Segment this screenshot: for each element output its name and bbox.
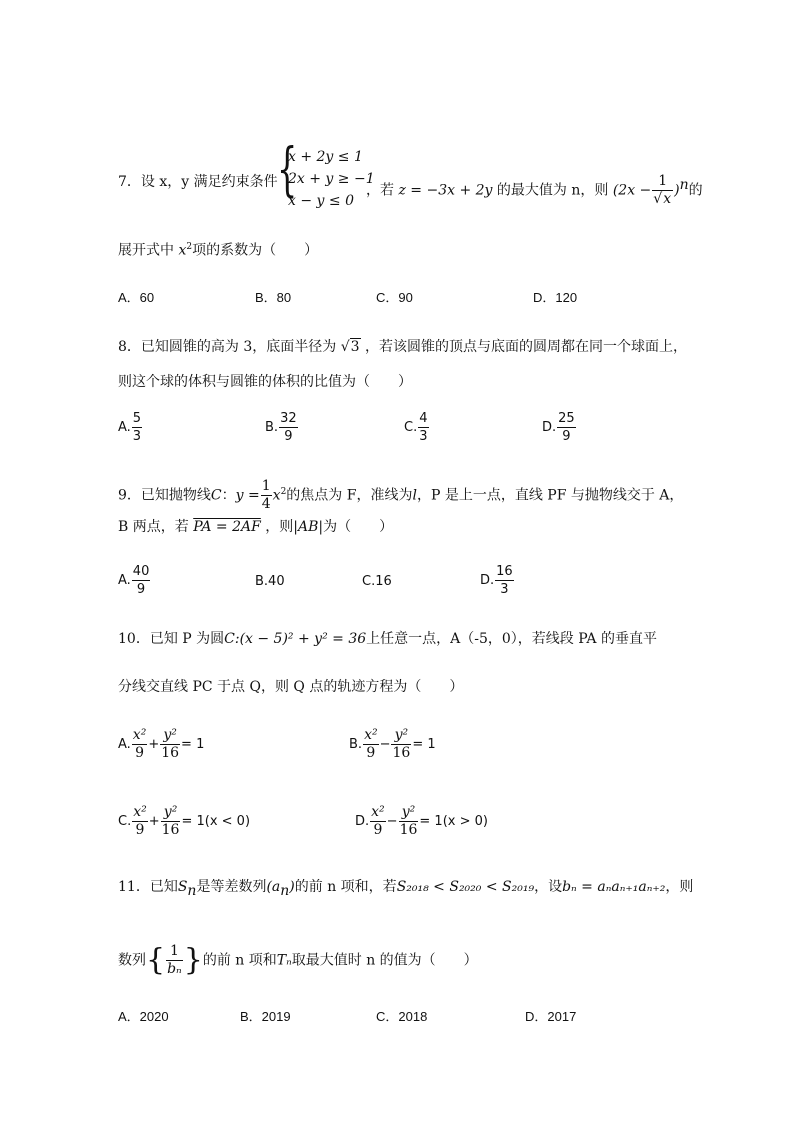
q11-option-a: A．2020 [118,1009,169,1024]
q9-line2: B 两点，若 PA = 2AF ，则|AB|为（ ） [118,519,394,535]
q8-option-a: A. $\frac{5}{3}$ [118,411,142,444]
q10-line1: 10．已知 P 为圆C:(x − 5)² + y² = 36上任意一点，A（-5，0），若线段 PA 的垂直平 [118,631,657,647]
q8-option-b: B. $\frac{32}{9}$ [265,411,297,444]
q8-option-c: C. $\frac{4}{3}$ [404,411,428,444]
q7-constraint-3: x − y ≤ 0 [288,193,354,209]
q7-prefix: 7．设 x，y 满足约束条件 [118,174,278,190]
q11-right-brace: } [183,942,203,978]
q11-option-c: C．2018 [376,1009,428,1024]
q11-line1: 11．已知$S_n$是等差数列$(a_n)$的前 n 项和，若S₂₀₁₈ < S₂₀₂₀ < S₂₀₁₉，设bₙ = aₙaₙ₊₁aₙ₊₂，则 [118,879,694,899]
q10-option-d: D. $\frac{\text{x²}}{9}$ − $\frac{\text{y²}}{16}$ = 1(x > 0) [355,804,488,838]
q11-fraction: $\frac{1}{\text{bₙ}}$ [167,943,182,977]
q11-option-d: D．2017 [525,1009,577,1024]
q10-circle: C:(x − 5)² + y² = 36 [224,631,367,647]
q9-fraction: $\frac{1}{4}$ [261,478,271,512]
q9-line1: 9．已知抛物线C：y = $\frac{1}{4}$ $x^2$的焦点为 F，准线为l，P 是上一点，直线 PF 与抛物线交于 A， [118,478,684,512]
q7-expr-left: (2x − [612,182,652,199]
q7-objective: z = −3x + 2y [398,182,493,199]
q7-rest: ，若 z = −3x + 2y 的最大值为 n，则 (2x − $\frac{1}{√x}$ )$^n$的 [366,173,703,207]
q10-option-b: B. $\frac{\text{x²}}{9}$ − $\frac{\text{y²}}{16}$ = 1 [349,727,436,761]
q8-option-d: D. $\frac{25}{9}$ [542,411,575,444]
q9-vector: PA = 2AF [193,519,261,535]
q11-line2: 数列{ $\frac{1}{\text{bₙ}}$ }的前 n 项和Tₙ取最大值时 n 的值为（ ） [118,942,478,978]
q7-option-c: C．90 [376,290,413,305]
q7-mid: ，若 [366,182,394,199]
q7-mid2: 的最大值为 n，则 [496,182,609,199]
q7-brace: { [277,135,298,203]
q7-option-a: A．60 [118,290,155,305]
q7-constraint-1: x + 2y ≤ 1 [288,149,363,165]
q7-constraints [288,146,375,212]
q11-left-brace: { [146,942,166,978]
q9-option-b: B.40 [255,574,285,589]
q8-sqrt: √3 [340,339,360,355]
q10-option-c: C. $\frac{\text{x²}}{9}$ + $\frac{\text{y²}}{16}$ = 1(x < 0) [118,804,251,838]
q11-bn-def: bₙ = aₙaₙ₊₁aₙ₊₂ [562,879,666,895]
q9-option-c: C.16 [362,574,392,589]
q8-line1: 8．已知圆锥的高为 3，底面半径为 √3 ，若该圆锥的顶点与底面的圆周都在同一个球面上， [118,339,688,355]
q8-line2: 则这个球的体积与圆锥的体积的比值为（ ） [118,374,412,390]
q7-option-d: D．120 [533,290,578,305]
q11-inequality: S₂₀₁₈ < S₂₀₂₀ < S₂₀₁₉ [396,879,535,895]
q7-constraint-2: 2x + y ≥ −1 [288,171,375,187]
q9-option-d: D. $\frac{16}{3}$ [480,564,513,597]
q7-option-b: B．80 [255,290,292,305]
q9-option-a: A. $\frac{40}{9}$ [118,564,150,597]
q7-line2: 展开式中 $x^2$项的系数为（ ） [118,242,319,259]
q11-option-b: B．2019 [240,1009,291,1024]
q7-fraction: $\frac{1}{√x}$ [653,173,672,207]
q10-option-a: A. $\frac{\text{x²}}{9}$ + $\frac{\text{y²}}{16}$ = 1 [118,727,205,761]
q10-line2: 分线交直线 PC 于点 Q，则 Q 点的轨迹方程为（ ） [118,679,464,695]
